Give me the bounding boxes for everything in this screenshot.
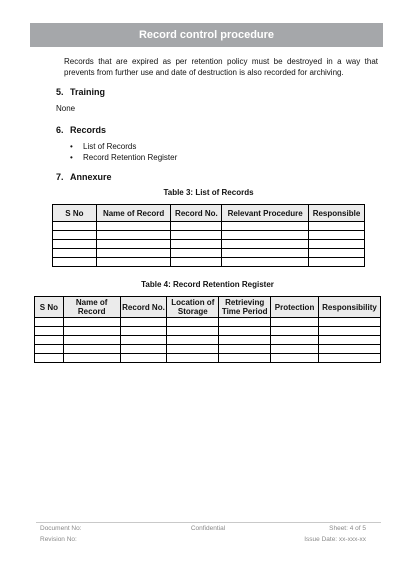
section-title: Annexure xyxy=(70,172,112,182)
section-training-heading xyxy=(56,87,105,97)
table-cell xyxy=(222,240,309,249)
column-header: Record No. xyxy=(120,297,167,318)
training-body: None xyxy=(56,104,76,113)
column-header: Location of Storage xyxy=(167,297,219,318)
table-cell xyxy=(271,318,319,327)
table-row xyxy=(35,336,381,345)
table-cell xyxy=(309,258,365,267)
section-number: 6. xyxy=(56,125,64,135)
table-cell xyxy=(271,327,319,336)
table-header-row xyxy=(35,297,381,318)
table-cell xyxy=(96,231,171,240)
table-cell xyxy=(271,354,319,363)
table-row xyxy=(53,258,365,267)
table-cell xyxy=(319,318,381,327)
table-cell xyxy=(35,336,64,345)
section-number: 7. xyxy=(56,172,64,182)
section-title: Records xyxy=(70,125,107,135)
column-header: Name of Record xyxy=(63,297,120,318)
table-cell xyxy=(120,336,167,345)
table-cell xyxy=(309,222,365,231)
document-title: Record control procedure xyxy=(138,29,275,41)
table-cell xyxy=(96,258,171,267)
table-cell xyxy=(120,318,167,327)
table-cell xyxy=(63,336,120,345)
table-header-row xyxy=(53,205,365,222)
table-cell xyxy=(35,318,64,327)
table-row xyxy=(35,318,381,327)
footer-sheet: Sheet: 4 of 5 xyxy=(329,525,366,532)
bullet-icon: • xyxy=(70,153,73,162)
table-cell xyxy=(120,345,167,354)
table-cell xyxy=(171,222,222,231)
table-cell xyxy=(222,231,309,240)
table-cell xyxy=(53,258,97,267)
table-cell xyxy=(167,336,219,345)
table-cell xyxy=(171,231,222,240)
table-cell xyxy=(35,327,64,336)
table-cell xyxy=(53,240,97,249)
table-cell xyxy=(309,249,365,258)
column-header: Relevant Procedure xyxy=(222,205,309,222)
table-cell xyxy=(171,258,222,267)
table-cell xyxy=(309,231,365,240)
footer-issue-date: Issue Date: xx-xxx-xx xyxy=(304,536,366,543)
footer-confidential: Confidential xyxy=(190,525,226,532)
column-header: Name of Record xyxy=(96,205,171,222)
table-cell xyxy=(222,222,309,231)
table-cell xyxy=(53,231,97,240)
table-cell xyxy=(171,249,222,258)
table-cell xyxy=(219,327,271,336)
intro-paragraph: Records that are expired as per retention policy must be destroyed in a way that prevents from further use and date of destruction is also recorded for archiving. xyxy=(64,57,378,77)
list-of-records-table xyxy=(52,204,365,267)
table-cell xyxy=(219,318,271,327)
table-cell xyxy=(35,354,64,363)
table-cell xyxy=(309,240,365,249)
table-cell xyxy=(35,345,64,354)
column-header: Retrieving Time Period xyxy=(219,297,271,318)
table-cell xyxy=(171,240,222,249)
table-cell xyxy=(219,336,271,345)
table-cell xyxy=(319,354,381,363)
table-cell xyxy=(167,354,219,363)
table-row xyxy=(53,231,365,240)
table3-caption: Table 3: List of Records xyxy=(163,188,254,197)
table-cell xyxy=(271,336,319,345)
column-header: Responsible xyxy=(309,205,365,222)
table-cell xyxy=(96,249,171,258)
table-row xyxy=(53,249,365,258)
table-cell xyxy=(63,318,120,327)
section-records-heading xyxy=(56,125,106,135)
footer-divider xyxy=(36,522,381,523)
table-cell xyxy=(120,327,167,336)
table4-caption: Table 4: Record Retention Register xyxy=(141,280,274,289)
table-cell xyxy=(53,249,97,258)
records-list xyxy=(70,141,177,163)
footer-document-no: Document No: xyxy=(40,525,82,532)
table-cell xyxy=(167,327,219,336)
table-cell xyxy=(167,345,219,354)
table-cell xyxy=(120,354,167,363)
bullet-icon: • xyxy=(70,142,73,151)
column-header: Responsibility xyxy=(319,297,381,318)
table-row xyxy=(53,240,365,249)
table-row xyxy=(35,354,381,363)
table-cell xyxy=(63,354,120,363)
table-cell xyxy=(219,345,271,354)
table-cell xyxy=(63,345,120,354)
table-row xyxy=(35,327,381,336)
section-number: 5. xyxy=(56,87,64,97)
section-title: Training xyxy=(70,87,106,97)
column-header: Protection xyxy=(271,297,319,318)
table-cell xyxy=(222,258,309,267)
column-header: S No xyxy=(53,205,97,222)
table-cell xyxy=(222,249,309,258)
column-header: Record No. xyxy=(171,205,222,222)
header-title-bar xyxy=(30,23,383,47)
table-cell xyxy=(219,354,271,363)
table-cell xyxy=(271,345,319,354)
footer-revision-no: Revision No: xyxy=(40,536,77,543)
table-cell xyxy=(319,336,381,345)
table-cell xyxy=(319,327,381,336)
section-annexure-heading xyxy=(56,172,112,182)
record-retention-register-table xyxy=(34,296,381,363)
table-cell xyxy=(53,222,97,231)
table-cell xyxy=(96,240,171,249)
table-row xyxy=(53,222,365,231)
table-cell xyxy=(319,345,381,354)
list-item: • List of Records xyxy=(70,142,137,151)
table-cell xyxy=(63,327,120,336)
table-cell xyxy=(167,318,219,327)
column-header: S No xyxy=(35,297,64,318)
table-row xyxy=(35,345,381,354)
list-item: • Record Retention Register xyxy=(70,153,178,162)
table-cell xyxy=(96,222,171,231)
